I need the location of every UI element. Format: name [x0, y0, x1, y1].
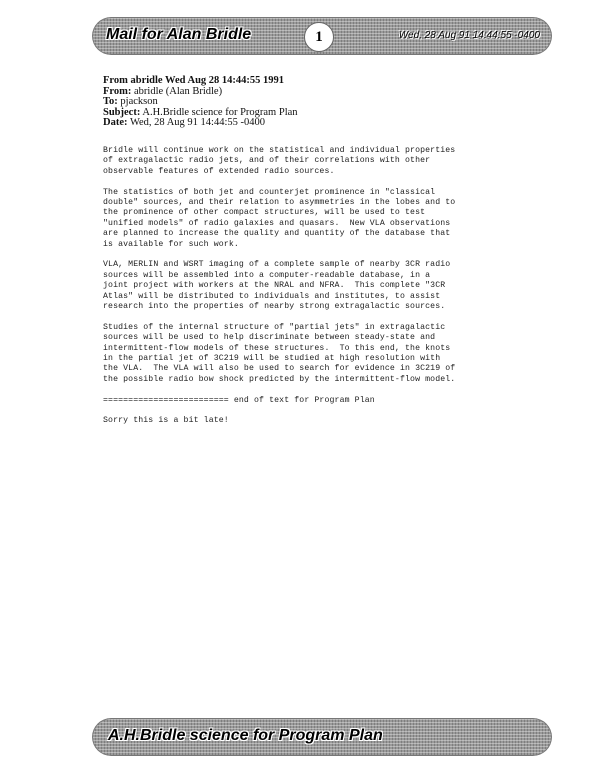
- to-header: To: pjackson: [103, 96, 158, 108]
- end-of-text-line: ========================= end of text for Program Plan: [103, 395, 375, 405]
- from-line: From abridle Wed Aug 28 14:44:55 1991: [103, 75, 285, 86]
- body-paragraph-1: Bridle will continue work on the statistical and individual properties of extragalactic radio jets, and of their correlations with other observable features of extended radio sources.: [103, 146, 456, 176]
- email-headers: [103, 76, 298, 129]
- footer-banner: [92, 718, 552, 756]
- page-number-badge: 1: [304, 22, 334, 52]
- from-header: From: abridle (Alan Bridle): [103, 85, 223, 97]
- banner-date: Wed, 28 Aug 91 14:44:55 -0400: [398, 30, 540, 41]
- banner-title: Mail for Alan Bridle: [106, 26, 252, 43]
- subject-header: Subject: A.H.Bridle science for Program Plan: [103, 106, 298, 118]
- body-paragraph-3: VLA, MERLIN and WSRT imaging of a complete sample of nearby 3CR radio sources will be assembled into a computer-readable database, in a joint project with workers at the NRAL and NFRA. This complete "3CR Atlas" will be distributed to individuals and institutes, to assist research into the properties of nearby strong extragalactic sources.: [103, 260, 451, 312]
- body-paragraph-4: Studies of the internal structure of "partial jets" in extragalactic sources will be used to help discriminate between steady-state and intermittent-flow models of these structures. To this end, the knots in the partial jet of 3C219 will be studied at high resolution with the VLA. The VLA will also be used to search for evidence in 3C219 of the possible radio bow shock predicted by the intermittent-flow model.: [103, 322, 456, 384]
- body-paragraph-2: The statistics of both jet and counterjet prominence in "classical double" sources, and their relation to asymmetries in the lobes and to the prominence of other compact structures, will be used to test "unified models" of radio galaxies and quasars. New VLA observations are planned to increase the quality and quantity of the database that is available for such work.: [103, 187, 456, 249]
- date-header: Date: Wed, 28 Aug 91 14:44:55 -0400: [103, 117, 266, 129]
- header-banner: [92, 17, 552, 55]
- closing-note: Sorry this is a bit late!: [103, 416, 229, 426]
- email-body: [103, 146, 523, 437]
- footer-title: A.H.Bridle science for Program Plan: [108, 727, 383, 744]
